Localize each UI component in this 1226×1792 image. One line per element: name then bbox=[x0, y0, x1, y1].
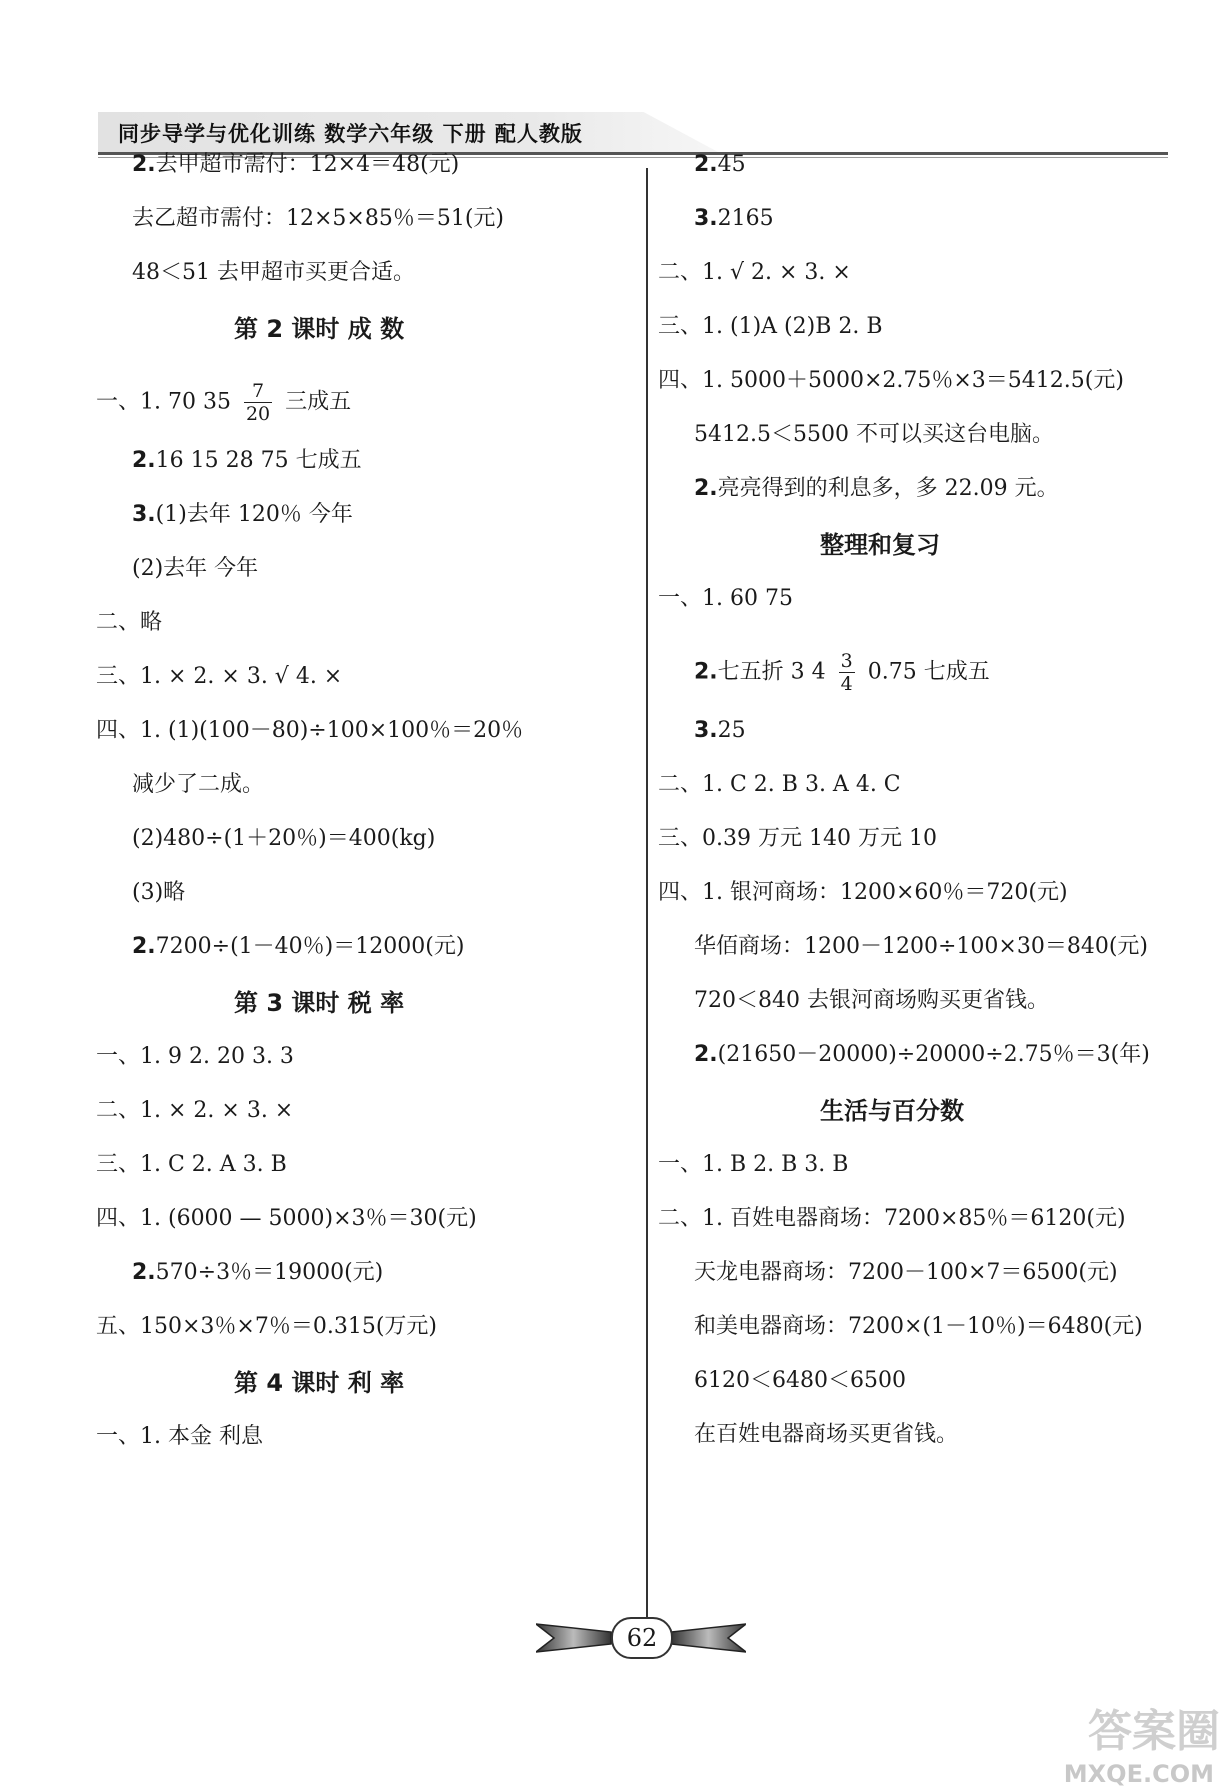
answer-line: 减少了二成。 bbox=[132, 772, 265, 797]
page-number: 62 bbox=[611, 1617, 673, 1659]
answer-line: 二、1. √ 2. × 3. × bbox=[658, 260, 851, 285]
answer-line: 5412.5＜5500 不可以买这台电脑。 bbox=[694, 422, 1054, 447]
answer-line: 二、略 bbox=[96, 610, 163, 635]
answer-line: (2)去年 今年 bbox=[132, 556, 259, 581]
answer-line: 3.25 bbox=[694, 718, 746, 743]
column-divider bbox=[646, 168, 648, 1648]
answer-line: 二、1. × 2. × 3. × bbox=[96, 1098, 294, 1123]
answer-line: 华佰商场：1200－1200÷100×30＝840(元) bbox=[694, 934, 1148, 959]
answer-line: 48＜51 去甲超市买更合适。 bbox=[132, 260, 415, 285]
answer-line: 一、1. 本金 利息 bbox=[96, 1424, 263, 1449]
answer-line: 三、0.39 万元 140 万元 10 bbox=[658, 826, 937, 851]
answer-line: 3.2165 bbox=[694, 206, 774, 231]
answer-line: 二、1. 百姓电器商场：7200×85％＝6120(元) bbox=[658, 1206, 1126, 1231]
answer-line: 四、1. 5000＋5000×2.75％×3＝5412.5(元) bbox=[658, 368, 1124, 393]
answer-line: 2.(21650－20000)÷20000÷2.75％＝3(年) bbox=[694, 1042, 1150, 1067]
answer-line: 2.45 bbox=[694, 152, 746, 177]
answer-line: 一、1. 9 2. 20 3. 3 bbox=[96, 1044, 294, 1069]
section-heading: 整理和复习 bbox=[820, 531, 940, 559]
answer-line: 二、1. C 2. B 3. A 4. C bbox=[658, 772, 901, 797]
watermark-url: MXQE.COM bbox=[1063, 1760, 1214, 1788]
answer-line: 和美电器商场：7200×(1－10％)＝6480(元) bbox=[694, 1314, 1143, 1339]
answer-line: 一、1. 60 75 bbox=[658, 586, 793, 611]
section-heading: 第 4 课时 利 率 bbox=[234, 1369, 405, 1397]
answer-line: 2.16 15 28 75 七成五 bbox=[132, 448, 362, 473]
section-heading: 第 2 课时 成 数 bbox=[234, 315, 405, 343]
answer-line: 2.七五折 3 4 $\frac{3}{4}$ 0.75 七成五 bbox=[694, 650, 990, 695]
answer-line: 四、1. (1)(100－80)÷100×100％＝20％ bbox=[96, 718, 524, 743]
answer-line: 2.570÷3％＝19000(元) bbox=[132, 1260, 384, 1285]
answer-line: 三、1. × 2. × 3. √ 4. × bbox=[96, 664, 343, 689]
answer-line: 一、1. B 2. B 3. B bbox=[658, 1152, 849, 1177]
section-heading: 生活与百分数 bbox=[820, 1097, 964, 1125]
answer-line: 五、150×3％×7％＝0.315(万元) bbox=[96, 1314, 438, 1339]
section-heading: 第 3 课时 税 率 bbox=[234, 989, 405, 1017]
answer-line: 6120＜6480＜6500 bbox=[694, 1368, 906, 1393]
answer-line: 四、1. (6000 — 5000)×3％＝30(元) bbox=[96, 1206, 477, 1231]
watermark-logo: 答案圈 bbox=[1088, 1706, 1220, 1757]
answer-line: (2)480÷(1＋20％)＝400(kg) bbox=[132, 826, 436, 851]
header-title: 同步导学与优化训练 数学六年级 下册 配人教版 bbox=[118, 121, 583, 146]
answer-line: 三、1. C 2. A 3. B bbox=[96, 1152, 287, 1177]
answer-line: 在百姓电器商场买更省钱。 bbox=[694, 1422, 959, 1447]
answer-line: 三、1. (1)A (2)B 2. B bbox=[658, 314, 883, 339]
fraction: $\frac{3}{4}$ bbox=[840, 650, 853, 695]
fraction: $\frac{7}{20}$ bbox=[245, 380, 271, 425]
answer-line: 天龙电器商场：7200－100×7＝6500(元) bbox=[694, 1260, 1118, 1285]
answer-line: 一、1. 70 35 $\frac{7}{20}$ 三成五 bbox=[96, 380, 352, 425]
answer-line: 2.去甲超市需付：12×4＝48(元) bbox=[132, 152, 460, 177]
answer-line: 2.7200÷(1－40％)＝12000(元) bbox=[132, 934, 465, 959]
answer-line: 720＜840 去银河商场购买更省钱。 bbox=[694, 988, 1049, 1013]
answer-line: 去乙超市需付：12×5×85％＝51(元) bbox=[132, 206, 505, 231]
answer-line: 3.(1)去年 120％ 今年 bbox=[132, 502, 353, 527]
answer-line: 2.亮亮得到的利息多，多 22.09 元。 bbox=[694, 476, 1059, 501]
answer-line: (3)略 bbox=[132, 880, 186, 905]
answer-line: 四、1. 银河商场：1200×60％＝720(元) bbox=[658, 880, 1068, 905]
